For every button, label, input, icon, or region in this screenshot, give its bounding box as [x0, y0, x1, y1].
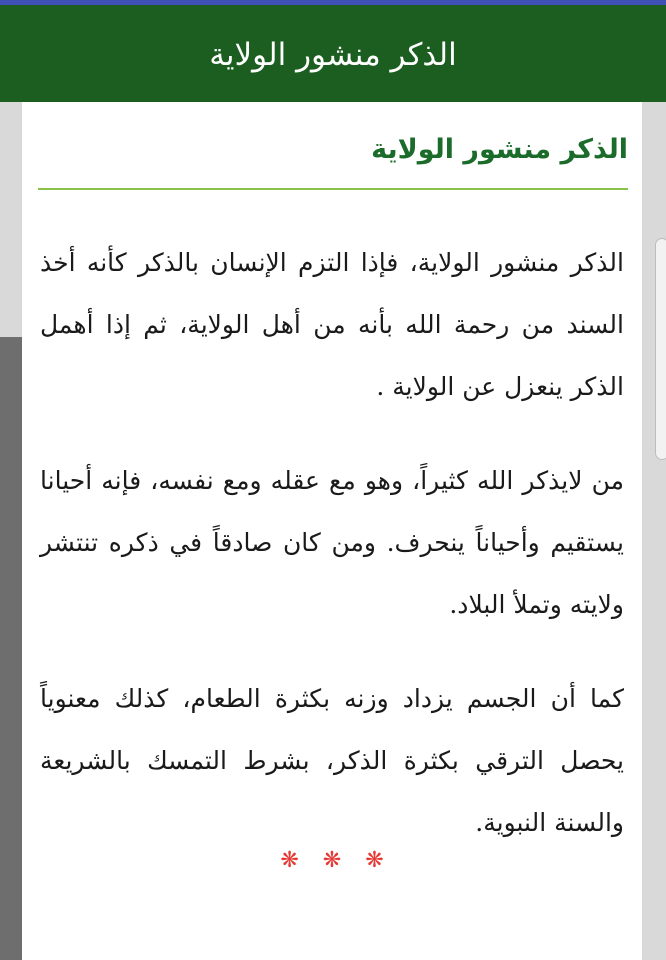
article-card [22, 102, 642, 960]
article-heading: الذكر منشور الولاية [371, 134, 628, 165]
paragraph-1: الذكر منشور الولاية، فإذا التزم الإنسان بالذكر كأنه أخذ السند من رحمة الله بأنه من أهل الولاية، ثم إذا أهمل الذكر ينعزل عن الولاية . [40, 248, 624, 401]
paragraph-3: كما أن الجسم يزداد وزنه بكثرة الطعام، كذلك معنوياً يحصل الترقي بكثرة الذكر، بشرط التمسك بالشريعة والسنة النبوية. [40, 684, 624, 837]
left-scroll-track[interactable] [0, 337, 22, 960]
app-bar-title: الذكر منشور الولاية [209, 36, 457, 73]
article-body [40, 232, 624, 886]
flower-ornament-icon: ❋ [280, 848, 299, 873]
right-gutter [642, 102, 666, 960]
flower-ornament-icon: ❋ [322, 848, 342, 873]
flower-ornament-icon: ❋ [365, 848, 384, 873]
app-bar [0, 5, 666, 102]
scroll-handle[interactable] [655, 238, 666, 460]
heading-divider [38, 188, 628, 190]
paragraph-2: من لايذكر الله كثيراً، وهو مع عقله ومع نفسه، فإنه أحيانا يستقيم وأحياناً ينحرف. ومن كان صادقاً في ذكره تنتشر ولايته وتملأ البلاد. [40, 466, 624, 619]
ornament-divider [22, 846, 642, 880]
